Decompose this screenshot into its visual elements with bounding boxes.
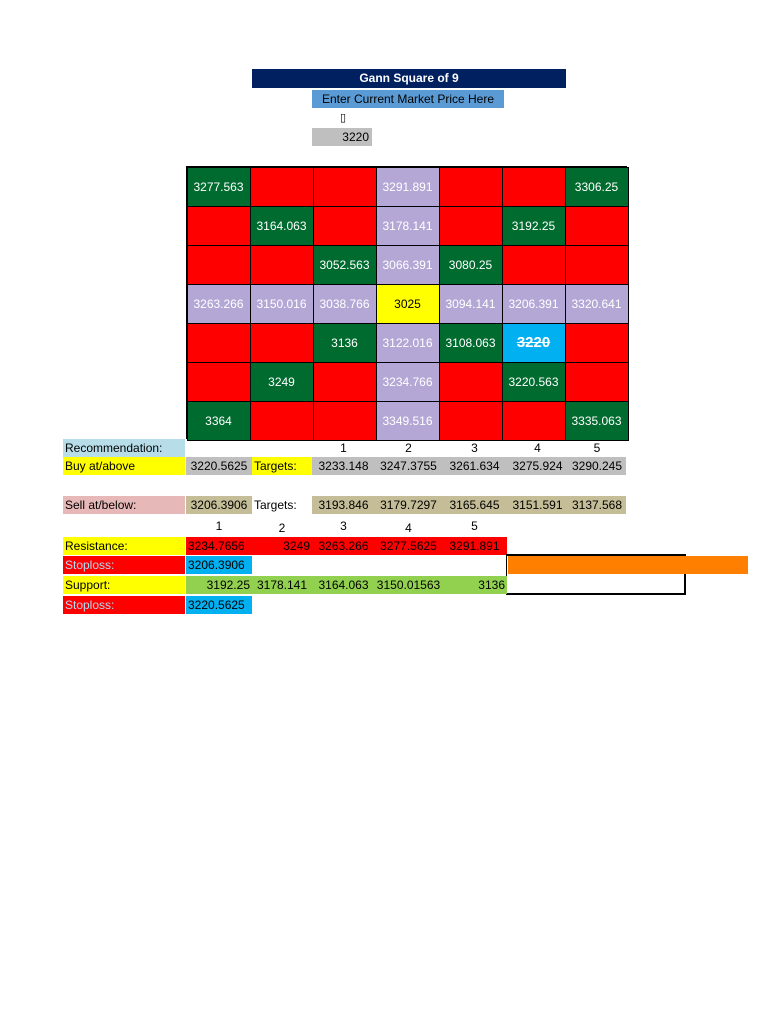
grid-cell-r6-c7 [565, 362, 629, 402]
recommendation-label: Recommendation: [63, 439, 185, 457]
grid-cell-r6-c2: 3249 [250, 362, 314, 402]
buy-value: 3220.5625 [186, 457, 252, 475]
grid-cell-r1-c1: 3277.563 [187, 167, 251, 207]
price-entry-label: Enter Current Market Price Here [312, 90, 504, 108]
highlight-fill [508, 556, 748, 574]
page-title: Gann Square of 9 [252, 69, 566, 88]
support-value: 3164.063 [312, 576, 375, 594]
target-number: 1 [340, 441, 347, 455]
stoploss-label: Stoploss: [63, 556, 185, 574]
support-label: Support: [63, 576, 185, 594]
grid-cell-r6-c5 [439, 362, 503, 402]
sell-target: 3151.591 [507, 496, 568, 514]
grid-cell-r2-c7 [565, 206, 629, 246]
buy-target: 3290.245 [568, 457, 626, 475]
resistance-value: 3277.5625 [375, 537, 442, 555]
grid-cell-r2-c3 [313, 206, 377, 246]
grid-cell-r2-c1 [187, 206, 251, 246]
grid-cell-r7-c5 [439, 401, 503, 441]
grid-cell-r5-c6: 3220 [502, 323, 566, 363]
resistance-label: Resistance: [63, 537, 185, 555]
grid-cell-r2-c2: 3164.063 [250, 206, 314, 246]
support-value: 3178.141 [252, 576, 312, 594]
grid-cell-r2-c4: 3178.141 [376, 206, 440, 246]
stoploss-label: Stoploss: [63, 596, 185, 614]
grid-cell-r1-c6 [502, 167, 566, 207]
grid-cell-r5-c4: 3122.016 [376, 323, 440, 363]
buy-target: 3275.924 [507, 457, 568, 475]
target-number: 2 [405, 441, 412, 455]
resistance-value: 3263.266 [312, 537, 375, 555]
buy-target: 3261.634 [442, 457, 507, 475]
grid-cell-r7-c7: 3335.063 [565, 401, 629, 441]
grid-cell-r6-c1 [187, 362, 251, 402]
buy-target: 3233.148 [312, 457, 375, 475]
grid-cell-r7-c4: 3349.516 [376, 401, 440, 441]
grid-cell-r6-c6: 3220.563 [502, 362, 566, 402]
buy-label: Buy at/above [63, 457, 185, 475]
grid-cell-r5-c2 [250, 323, 314, 363]
grid-cell-r3-c1 [187, 245, 251, 285]
grid-cell-r1-c7: 3306.25 [565, 167, 629, 207]
sell-target: 3179.7297 [375, 496, 442, 514]
grid-cell-r2-c6: 3192.25 [502, 206, 566, 246]
level-number: 3 [340, 519, 347, 533]
support-value: 3150.01563 [376, 578, 441, 592]
grid-cell-r4-c3: 3038.766 [313, 284, 377, 324]
sell-value: 3206.3906 [186, 496, 252, 514]
level-number: 1 [215, 519, 223, 533]
grid-cell-r4-c1: 3263.266 [187, 284, 251, 324]
gann-square-grid [186, 166, 627, 439]
grid-cell-r4-c7: 3320.641 [565, 284, 629, 324]
resistance-value: 3291.891 [442, 537, 507, 555]
grid-cell-r5-c7 [565, 323, 629, 363]
grid-cell-r7-c3 [313, 401, 377, 441]
input-marker-icon: ▯ [339, 112, 347, 124]
grid-cell-r3-c7 [565, 245, 629, 285]
grid-cell-r2-c5 [439, 206, 503, 246]
stoploss-value: 3206.3906 [186, 556, 252, 574]
target-number: 3 [471, 441, 478, 455]
grid-cell-r3-c3: 3052.563 [313, 245, 377, 285]
resistance-value: 3249 [252, 537, 312, 555]
level-number: 5 [471, 519, 478, 533]
stoploss-value: 3220.5625 [186, 596, 252, 614]
grid-cell-r1-c4: 3291.891 [376, 167, 440, 207]
resistance-value: 3234.7656 [186, 537, 252, 555]
target-number: 5 [593, 441, 601, 455]
sell-target: 3137.568 [568, 496, 626, 514]
grid-cell-r1-c3 [313, 167, 377, 207]
grid-cell-r7-c1: 3364 [187, 401, 251, 441]
grid-cell-r7-c6 [502, 401, 566, 441]
support-value: 3192.25 [186, 576, 252, 594]
grid-cell-r6-c4: 3234.766 [376, 362, 440, 402]
grid-cell-r5-c5: 3108.063 [439, 323, 503, 363]
sell-target: 3165.645 [442, 496, 507, 514]
grid-cell-r4-c5: 3094.141 [439, 284, 503, 324]
level-number: 4 [405, 521, 412, 535]
grid-cell-r1-c2 [250, 167, 314, 207]
grid-cell-r3-c6 [502, 245, 566, 285]
buy-targets-label: Targets: [252, 457, 312, 475]
sell-target: 3193.846 [312, 496, 375, 514]
market-price-input[interactable]: 3220 [312, 128, 372, 146]
level-number: 2 [278, 521, 286, 535]
grid-cell-r5-c3: 3136 [313, 323, 377, 363]
support-value: 3136 [442, 576, 507, 594]
grid-cell-r4-c4: 3025 [376, 284, 440, 324]
target-number: 4 [534, 441, 541, 455]
grid-cell-r4-c6: 3206.391 [502, 284, 566, 324]
grid-cell-r6-c3 [313, 362, 377, 402]
grid-cell-r7-c2 [250, 401, 314, 441]
grid-cell-r1-c5 [439, 167, 503, 207]
grid-cell-r3-c5: 3080.25 [439, 245, 503, 285]
sell-targets-label: Targets: [252, 496, 312, 514]
grid-cell-r3-c4: 3066.391 [376, 245, 440, 285]
grid-cell-r3-c2 [250, 245, 314, 285]
sell-label: Sell at/below: [63, 496, 185, 514]
grid-cell-r4-c2: 3150.016 [250, 284, 314, 324]
buy-target: 3247.3755 [375, 457, 442, 475]
grid-cell-r5-c1 [187, 323, 251, 363]
